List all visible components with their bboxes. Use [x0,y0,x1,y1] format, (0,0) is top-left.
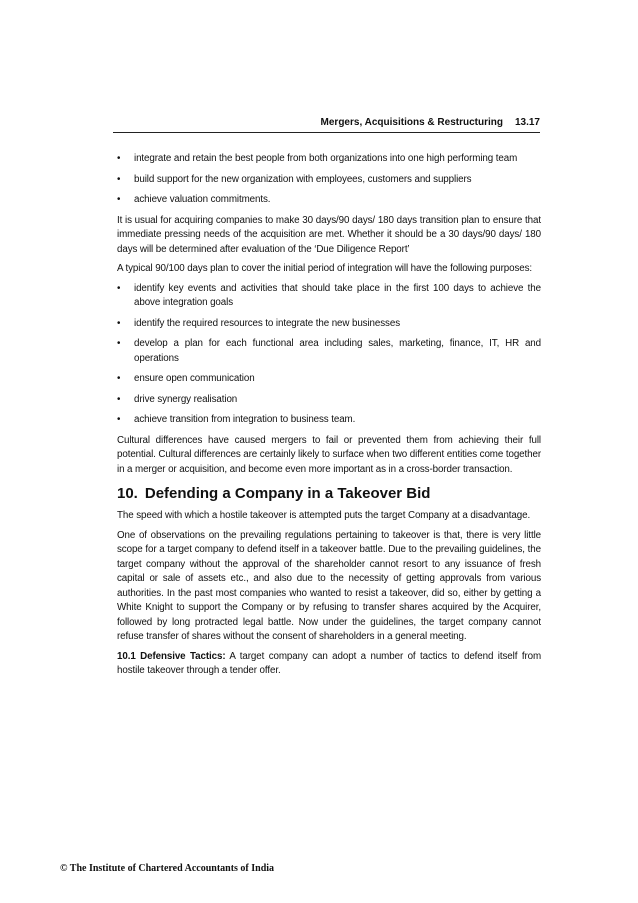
subsection-title: 10.1 Defensive Tactics: [117,650,226,662]
list-item: • build support for the new organization with employees, customers and suppliers [117,173,541,188]
regulations-paragraph: One of observations on the prevailing regulations pertaining to takeover is that, there is very little scope for a target company to defend itself in a takeover battle. Due to the prevailing guidelines, the target company without the approval of the shareholder cannot resort to any issuance of fresh capital or sale of assets etc., and also due to the necessity of getting approvals from various authorities. In the past most companies who wanted to resist a takeover, did so, either by getting a White Knight to support the Company or by refusing to transfer shares acquired by the Acquirer, followed by long protracted legal battle. Now under the guidelines, the target company cannot refuse transfer of shares without the consent of shareholders in a general meeting. [117,529,541,642]
integration-goals-list [117,152,541,208]
page-footer: © The Institute of Chartered Accountants of India [60,863,275,874]
list-item: • achieve valuation commitments. [117,193,541,208]
plan-purposes-list [117,282,541,428]
bullet-icon: • [117,194,121,205]
speed-paragraph: The speed with which a hostile takeover is attempted puts the target Company at a disadvantage. [117,510,531,521]
list-item: • identify the required resources to integrate the new businesses [117,317,541,332]
section-heading [117,485,541,503]
bullet-icon: • [117,282,121,294]
bullet-icon: • [117,317,121,329]
list-item: • achieve transition from integration to business team. [117,413,541,428]
bullet-icon: • [117,393,121,405]
bullet-icon: • [117,338,121,349]
list-item: • develop a plan for each functional area including sales, marketing, finance, IT, HR and operations [117,338,541,364]
list-item: • integrate and retain the best people from both organizations into one high performing team [117,152,541,167]
list-item: • drive synergy realisation [117,393,541,408]
bullet-icon: • [117,173,121,185]
section-number: 10. [117,485,138,502]
bullet-icon: • [117,414,121,425]
page-number: 13.17 [514,117,540,128]
section-title: Defending a Company in a Takeover Bid [144,485,431,502]
list-item: • identify key events and activities that should take place in the first 100 days to achieve the above integration goals [117,282,541,308]
plan-intro-paragraph: A typical 90/100 days plan to cover the initial period of integration will have the following purposes: [117,263,533,274]
header-rule [113,132,540,133]
bullet-icon: • [117,153,121,164]
subsection-text: A target company can adopt a number of tactics to defend itself from hostile takeover through a tender offer. [117,650,542,676]
defensive-tactics-paragraph [117,650,541,679]
list-item: • ensure open communication [117,372,541,387]
cultural-paragraph: Cultural differences have caused mergers to fail or prevented them from achieving their full potential. Cultural differences are certainly likely to surface when two different entities come together in a merger or acquisition, and become even more important as in a cross-border transaction. [117,434,541,475]
transition-paragraph: It is usual for acquiring companies to make 30 days/90 days/ 180 days transition plan to ensure that immediate pressing needs of the acquisition are met. Whether it should be a 30 days/90 days/ 180 days will be determined after evaluation of the ‘Due Diligence Report’ [117,214,541,255]
running-header [113,117,540,128]
page-body [117,152,541,684]
header-title: Mergers, Acquisitions & Restructuring [320,117,503,128]
bullet-icon: • [117,373,121,384]
